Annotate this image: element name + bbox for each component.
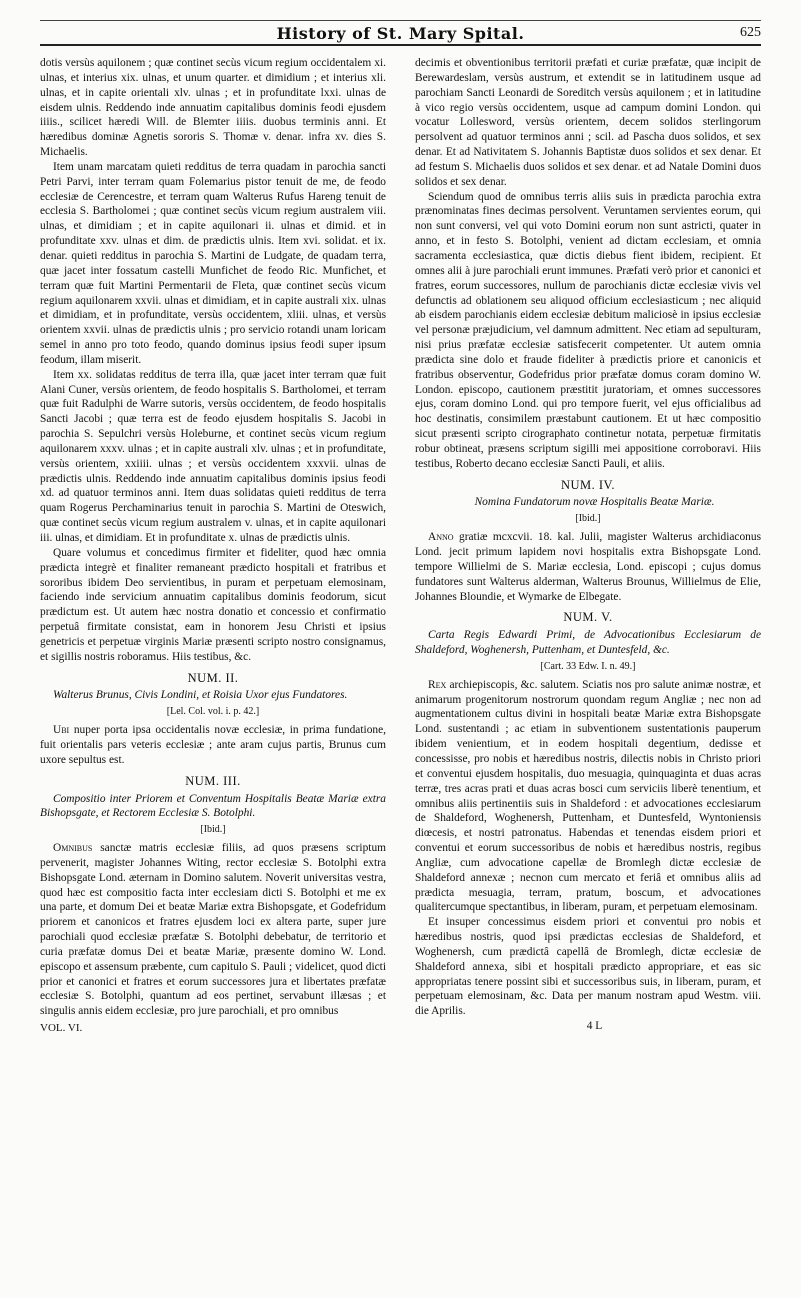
paragraph: [415, 678, 761, 916]
source-citation: [Lel. Col. vol. i. p. 42.]: [166, 706, 260, 718]
paragraph: [40, 723, 386, 768]
running-title: History of St. Mary Spital.: [276, 24, 525, 43]
right-column: [415, 56, 761, 1034]
section-title: Carta Regis Edwardi Primi, de Advocationibus Ecclesiarum de Shaldeford, Woghenersh, Puttenham, et Duntesfeld, &c.: [415, 629, 761, 657]
source-citation: [Ibid.]: [575, 513, 601, 525]
paragraph: [40, 841, 386, 1019]
header-rule-top: [40, 20, 761, 21]
paragraph: Et insuper concessimus eisdem priori et conventui pro nobis et hæredibus nostris, quod ipsi prædictas ecclesias de Shaldeford, et Woghenersh, cum prædictâ capellâ de Bromlegh, dictæ ecclesiæ de Shaldeford annexa, sibi et hospitali prædicto appropriare, et eas sic appropriatas tenere possint sibi et successoribus suis, in liberam, puram, et perpetuam elemosinam, &c. Data per manum nostram apud Westm. viii. die Aprilis.: [415, 916, 761, 1018]
section-title: Compositio inter Priorem et Conventum Hospitalis Beatæ Mariæ extra Bishopsgate, et Rectorem Ecclesiæ S. Botolphi.: [40, 792, 386, 820]
page-number: 625: [740, 25, 761, 40]
left-column: [40, 56, 386, 1036]
page-header: [40, 20, 761, 46]
section-title: Nomina Fundatorum novæ Hospitalis Beatæ Mariæ.: [474, 496, 715, 509]
paragraph-text: nuper porta ipsa occidentalis novæ ecclesiæ, in prima fundatione, fuit orientalis pars veteris ecclesiæ ; ante aram cujus partis, Brunus cum uxore sepultus est.: [40, 724, 386, 766]
header-rule-bottom: [40, 44, 761, 46]
paragraph-text: archiepiscopis, &c. salutem. Sciatis nos pro salute animæ nostræ, et animarum progenitorum nostrorum quondam regum Angliæ ; nec non ad augmentationem cultus divini in hospitali beatæ Mariæ extra Bishopsgate Lond. sustentandi ; ac etiam in subventionem sustentationis pauperum ibidem venientium, et in eodem hospitali degentium, dedisse et concessisse, pro nobis et hæredibus nostris, dilectis nobis in Christo priori et conventui ejusdem hospitalis, duo mesuagia, quinquaginta et duas acras terræ, tres acras prati et duas acras bosci cum serviciis liberè tenentium, et omnibus aliis pertinentiis suis in Shaldeford : et advocationes ecclesiarum de Shaldeford, Woghenersh, Puttenham, et Duntesfeld, Wyntoniensis diœcesis, et nostri patronatus. Habendas et tenendas eisdem priori et conventui et eorum successoribus de nobis et hæredibus nostris, regibus Angliæ, cum advocatione capellæ de Bromlegh dictæ ecclesiæ de Shaldeford annexæ ; necnon cum mercato et feriâ et omnibus aliis ad prædicta mesuagia, terram, pratum, boscum, et advocationes qualitercumque spectantibus, in liberam, puram, et perpetuam elemosinam.: [415, 678, 761, 914]
paragraph-text: gratiæ mcxcvii. 18. kal. Julii, magister Walterus archidiaconus Lond. jecit primum lapidem novi hospitalis extra Bishopsgate Lond. tempore Willielmi de S. Mariæ ecclesia, Lond. episcopi ; cujus domus fundatores sunt Walterus alderman, Walterus Brounus, Willielmus de Elie, Johannes Bloundie, et Wymarke de Elbegate.: [415, 531, 761, 603]
paragraph: Sciendum quod de omnibus terris aliis suis in prædicta parochia extra prænominatas fines decimas persolvent. Veruntamen servientes eorum, qui non sunt conversi, vel qui voto Domini eorum non sunt astricti, quater in anno, et in festo S. Botolphi, venient ad dictam ecclesiam, et omnia sacramenta ecclesiastica, quæ dictis diebus fient ibidem, recipient. Et omnes alii à jure parochiali erunt immunes. Præfati verò prior et canonici et fratres, eorum successores, nullum de parochianis dictæ ecclesiæ vivis vel defunctis ad oblationem seu aliquod officium ecclesiasticum ; nec aliquid ab eisdem parochianis eidem ecclesiæ debitum maliciosè in ipsius ecclesiæ vel personæ præjudicium, vel damnum admittent. Nec etiam ad sepulturam, nisi prius præfatæ ecclesiæ satisfecerit competenter. Ut autem omnia prædicta sine dolo et fraude fideliter à prædictis priore et canonicis et fratribus observentur, Godefridus prior præfatæ domus coram domino W. London. episcopo, cautionem præstitit juratoriam, et omnes successores ejus, coram domino Lond. qui pro tempore fuerit, vel ejus officialibus ad hoc destinatis, consimilem præstabunt cautionem. Et ut hæc compositio sicut præsenti scripto cirographato continetur notata, perpetuæ firmitatis robur obtineat, præsens scriptum sigilli mei appositione corroboravi. Hiis testibus, Roberto decano ecclesiæ Sancti Pauli, et aliis.: [415, 190, 761, 470]
signature-mark: 4 L: [586, 1020, 603, 1033]
paragraph: Quare volumus et concedimus firmiter et fideliter, quod hæc omnia prædicta integrè et finaliter remaneant prædicto hospitali et fratribus et sororibus ibidem Deo servientibus, in puram et perpetuam elemosinam, faciendo inde servicium annuatim capitalibus dominis feodorum, sicut prædictum est. Ut autem hæc nostra donatio et concessio et confirmatio perpetuâ firmitate consistat, eam in honorem Jesu Christi et ipsius genetricis et perpetuæ virginis Mariæ præsenti scripto nostro consignamus, et sigillis nostris roboramus. Hiis testibus, &c.: [40, 546, 386, 663]
paragraph-text: sanctæ matris ecclesiæ filiis, ad quos præsens scriptum pervenerit, magister Johannes Witing, rector ecclesiæ S. Botolphi extra Bishopsgate Lond. æternam in Domino salutem. Noverit universitas vestra, quod hæc est compositio facta inter ecclesiam dicti S. Botolphi et me ex una parte, et domum Dei et beatæ Mariæ extra Bishopsgate, et Godefridum priorem et canonicos et fratres ejusdem loci ex altera parte, super jure parochiali quod ecclesiæ præfatæ S. Botolphi debebatur, de territorio et curia præfatæ domus Dei et beatæ Mariæ, præsente domino W. Lond. episcopo et assensum præbente, cum capitulo S. Pauli ; videlicet, quod dicti prior et canonici et fratres et eorum successores jura et libertates præfatæ ecclesiæ S. Botolphi, quantum ad eos pertinet, servabunt illæsas ; et singulis annis eidem ecclesiæ, pro jure parochiali, et pro omnibus: [40, 842, 386, 1018]
lead-word: Omnibus: [53, 842, 93, 855]
paragraph: dotis versùs aquilonem ; quæ continet secùs vicum regium occidentalem xi. ulnas, et interius xix. ulnas, et unum quarter. et dimidium ; et interius xli. ulnas, et in capite orientali xlv. ulnas ; et in profunditate lxxi. ulnas de eisdem ulnis. Reddendo inde annuatim capitalibus dominis feodi ejusdem iiiis., scilicet hæredi Will. de Blemter iiiis. duobus terminis anni. Et hæredibus dominæ Agnetis sororis S. Thomæ v. denar. infra xv. dies S. Michaelis.: [40, 57, 386, 159]
volume-footer: VOL. VI.: [40, 1022, 83, 1035]
section-number: NUM. V.: [563, 610, 613, 625]
source-citation: [Ibid.]: [200, 824, 226, 836]
section-number: NUM. II.: [187, 670, 239, 685]
section-number: NUM. IV.: [560, 477, 616, 492]
paragraph: Item unam marcatam quieti redditus de terra quadam in parochia sancti Petri Parvi, inter terram quam Folemarius pistor tenuit de me, de feodo ecclesiæ de Cerencestre, et terram quam Walterus Rufus Hareng tenuit de ecclesia S. Bartholomei ; quæ continet secùs vicum regium australem viii. ulnas, et dimidiam ; et in capite aquilonari ii. ulnas et dimid. et in profunditate xxv. ulnas et dim. de prædictis ulnis. Item xvi. solidat. et ix. denar. quieti redditus in parochia S. Martini de Ludgate, de quadam terra, quæ jacet inter fossatum castelli Munfichet de feodo Ric. Munfichet, et terram quæ fuit Martini Permentarii de Fleta, quæ continet secùs vicum regium aquilonarem xxvii. ulnas et dimidiam, et in capite australi xix. ulnas et dimidiam, et in profunditate, versùs occidentem, xliii. ulnas, et versùs orientem xxvii. ulnas de prædictis ulnis ; pro servicio rotandi unam loricam semel in anno pro toto feodo, quando dominus ipsius feodi super ipsum feodum, illam miserit.: [40, 160, 386, 366]
section-title: Walterus Brunus, Civis Londini, et Roisia Uxor ejus Fundatores.: [53, 689, 348, 702]
source-citation: [Cart. 33 Edw. I. n. 49.]: [540, 660, 636, 672]
lead-word: Anno: [428, 531, 454, 544]
lead-word: Rex: [428, 678, 447, 691]
paragraph: Item xx. solidatas redditus de terra illa, quæ jacet inter terram quæ fuit Alani Cuner, versùs orientem, de feodo hospitalis S. Bartholomei, et terram quæ fuit Radulphi de Warre sutoris, versùs occidentem, de feodo hospitalis Sancti Jacobi ; quæ terra est de feodo ejusdem hospitalis S. Jacobi in parochia S. Sepulchri versùs Holeburne, et continet secùs vicum regium aquilonarem xxxv. ulnas ; et in capite australi xlv. ulnas ; et in profunditate, versùs orientem, xxiiii. ulnas ; et versùs occidentem xxxvii. ulnas de prædictis ulnis. Reddendo inde annuatim capitalibus dominis ipsius feodi xd. ad quatuor terminos anni. Item duas solidatas quieti redditus de terra quam Rogerus Perchaminarius tenuit in parochia S. Martini de Oteswich, quæ continet secùs vicum regium australem v. ulnas, et in capite aquilonari iii. ulnas, et dimidiam. Et in profunditate x. ulnas de prædictis ulnis.: [40, 368, 386, 544]
paragraph: [415, 530, 761, 604]
section-number: NUM. III.: [185, 773, 241, 788]
lead-word: Ubi: [53, 724, 70, 737]
paragraph: decimis et obventionibus territorii præfati et curiæ præfatæ, quæ incipit de Berewardeslam, versùs austrum, et extendit se in latitudinem usque ad parochiam Sancti Leonardi de Soreditch versùs aquilonem ; et in latitudine à vico regio versùs occidentem, usque ad campum domini London. qui vocatur Lollesword, versùs orientem, decem solidos sterlingorum persolvent ad quatuor terminos anni ; scil. ad Pascha duos solidos, et sex denar. Et ad Nativitatem S. Johannis Baptistæ duos solidos et sex denar. Et ad festum S. Michaelis duos solidos et sex denar. et ad Natale Domini duos solidos et sex denar.: [415, 57, 761, 188]
